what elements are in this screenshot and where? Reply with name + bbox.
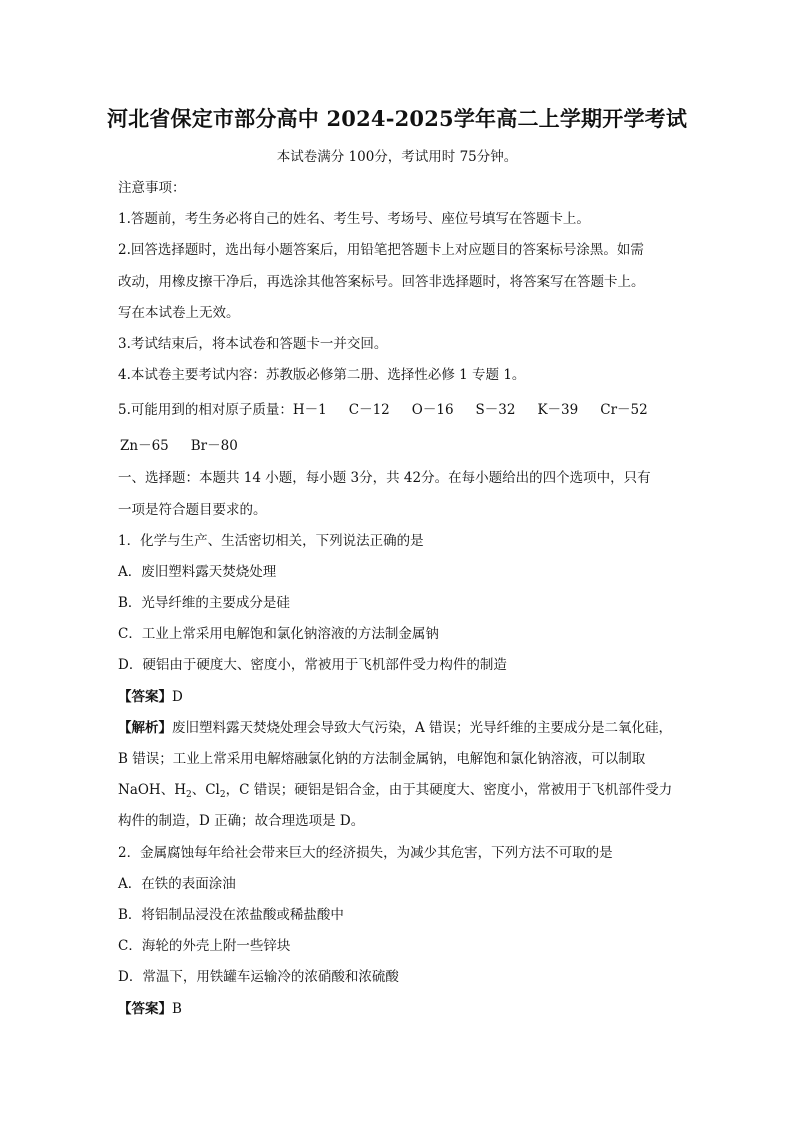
question-1-option-b: B．光导纤维的主要成分是硅: [118, 595, 290, 612]
atomic-mass: K－39: [537, 402, 579, 419]
subscript: 2: [185, 790, 192, 801]
question-1-option-c: C．工业上常采用电解饱和氯化钠溶液的方法制金属钠: [118, 626, 439, 643]
section-heading-line-2: 一项是符合题目要求的。: [118, 501, 267, 518]
atomic-mass: O－16: [411, 402, 454, 419]
question-1-stem: 1．化学与生产、生活密切相关，下列说法正确的是: [118, 532, 424, 549]
note-item-2-line-1: 2.回答选择题时，选出每小题答案后，用铅笔把答题卡上对应题目的答案标号涂黑。如需: [118, 242, 644, 259]
question-2-option-b: B．将铝制品浸没在浓盐酸或稀盐酸中: [118, 906, 344, 923]
note-item-1: 1.答题前，考生务必将自己的姓名、考生号、考场号、座位号填写在答题卡上。: [118, 211, 590, 228]
question-1-analysis-line-2: B 错误；工业上常采用电解熔融氯化钠的方法制金属钠，电解饱和氯化钠溶液，可以制取: [118, 751, 646, 767]
analysis-text: ，C 错误；硬铝是铝合金，由于其硬度大、密度小，常被用于飞机部件受力: [225, 782, 673, 799]
question-1-answer: [118, 682, 678, 713]
note-item-4: 4.本试卷主要考试内容：苏教版必修第二册、选择性必修 1 专题 1。: [118, 367, 526, 384]
atomic-mass: S－32: [475, 402, 516, 419]
question-2-option-c: C．海轮的外壳上附一些锌块: [118, 938, 291, 955]
analysis-text: 、Cl: [191, 782, 220, 799]
atomic-mass: Cr－52: [600, 402, 648, 419]
exam-info: 本试卷满分 100分，考试用时 75分钟。: [276, 149, 518, 165]
analysis-text: NaOH、H: [118, 782, 186, 799]
answer-tag: 【答案】: [118, 688, 172, 705]
document-body: [118, 173, 678, 1025]
question-1-analysis-line-1: [118, 713, 678, 744]
analysis-tag: 【解析】: [118, 719, 172, 736]
question-2-answer: [118, 994, 678, 1025]
note-item-2-line-3: 写在本试卷上无效。: [118, 304, 240, 321]
answer-value: D: [172, 688, 183, 705]
page-title: 河北省保定市部分高中 2024-2025学年高二上学期开学考试: [106, 106, 688, 131]
section-heading-line-1: 一、选择题：本题共 14 小题，每小题 3分，共 42分。在每小题给出的四个选项中，只有: [118, 470, 651, 487]
question-1-analysis-line-3: [118, 775, 678, 806]
question-2-option-d: D．常温下，用铁罐车运输冷的浓硝酸和浓硫酸: [118, 969, 399, 986]
note-item-3: 3.考试结束后，将本试卷和答题卡一并交回。: [118, 335, 388, 352]
answer-value: B: [172, 1000, 182, 1017]
question-2-option-a: A．在铁的表面涂油: [118, 875, 236, 892]
question-2-stem: 2．金属腐蚀每年给社会带来巨大的经济损失，为减少其危害，下列方法不可取的是: [118, 844, 613, 861]
question-1-analysis-line-4: 构件的制造，D 正确；故合理选项是 D。: [118, 813, 365, 830]
atomic-mass: C－12: [348, 402, 390, 419]
atomic-mass: H－1: [292, 402, 327, 419]
atomic-mass: Br－80: [190, 438, 238, 455]
answer-tag: 【答案】: [118, 1000, 172, 1017]
question-1-option-a: A．废旧塑料露天焚烧处理: [118, 563, 277, 580]
question-1-option-d: D．硬铝由于硬度大、密度小，常被用于飞机部件受力构件的制造: [118, 657, 507, 674]
note-item-5-continued: [118, 429, 678, 463]
note-item-2-line-2: 改动，用橡皮擦干净后，再选涂其他答案标号。回答非选择题时，将答案写在答题卡上。: [118, 273, 645, 290]
note-item-5: [118, 391, 678, 429]
note-item-5-prefix: 5.可能用到的相对原子质量：: [118, 402, 293, 419]
atomic-mass: Zn－65: [120, 438, 169, 455]
analysis-text: 废旧塑料露天焚烧处理会导致大气污染，A 错误；光导纤维的主要成分是二氧化硅，: [172, 719, 673, 736]
subscript: 2: [219, 790, 226, 801]
notes-heading: 注意事项：: [118, 180, 186, 196]
